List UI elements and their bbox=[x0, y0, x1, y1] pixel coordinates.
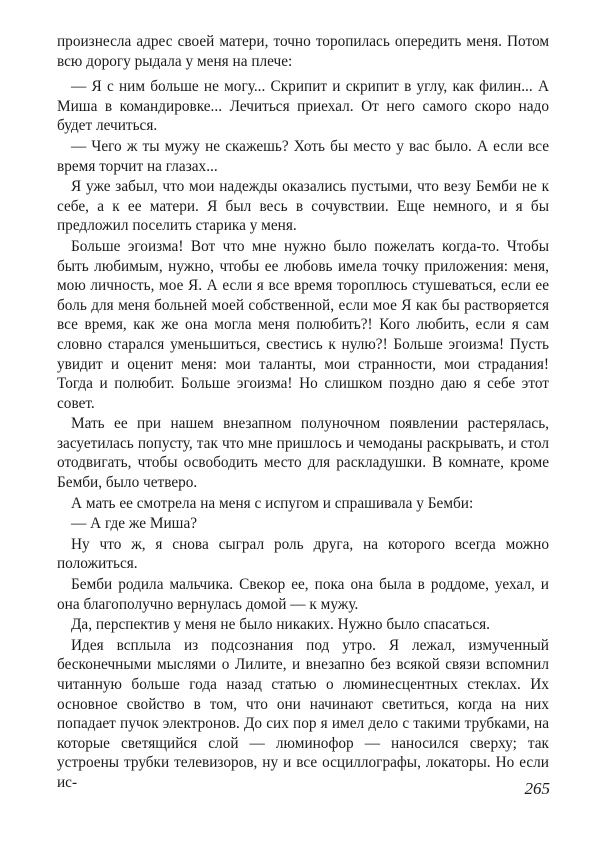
paragraph-7: А мать ее смотрела на меня с испугом и спрашивала у Бемби: bbox=[71, 494, 474, 512]
paragraph-12: Идея всплыла из подсознания под утро. Я лежал, измученный бесконечными мыслями о Лилите, и внезапно без всякой связи вспомнил читанную больше года назад статью о люминесцентных стеклах. Их основное свойство в том, что они начинают светиться, когда на них попадает пучок электронов. До сих пор я имел дело с такими трубками, на которые светящийся слой — люминофор — наносился сверху; так устроены трубки телевизоров, ну и все осциллографы, локаторы. Но если ис- bbox=[57, 636, 549, 791]
paragraph-11: Да, перспектив у меня не было никаких. Нужно было спасаться. bbox=[71, 616, 490, 634]
paragraph-5: Больше эгоизма! Вот что мне нужно было пожелать когда-то. Чтобы быть любимым, нужно, чтобы ее любовь имела точку приложения: меня, мою личность, мое Я. А если я все время тороплюсь стушеваться, если ее боль для меня больней моей собственной, если мое Я как бы растворяется все время, как же она могла меня полюбить?! Кого любить, если я сам словно старался уменьшиться, свестись к нулю?! Больше эгоизма! Пусть увидит и оценит меня: мои таланты, мои странности, мои страдания! Тогда и полюбит. Больше эгоизма! Но слишком поздно даю я себе этот совет. bbox=[57, 237, 549, 412]
paragraph-2: — Я с ним больше не могу... Скрипит и скрипит в углу, как филин... А Миша в командировке... Лечиться приехал. От него самого скоро надо будет лечиться. bbox=[57, 78, 549, 135]
paragraph-1: произнесла адрес своей матери, точно торопилась опередить меня. Потом всю дорогу рыдала у меня на плече: bbox=[57, 33, 549, 70]
paragraph-3: — Чего ж ты мужу не скажешь? Хоть бы место у вас было. А если все время торчит на глазах... bbox=[57, 137, 549, 175]
paragraph-9: Ну что ж, я снова сыграл роль друга, на которого всегда можно положиться. bbox=[57, 535, 549, 573]
page-number: 265 bbox=[524, 779, 550, 798]
paragraph-8: — А где же Миша? bbox=[71, 515, 198, 533]
paragraph-10: Бемби родила мальчика. Свекор ее, пока она была в роддоме, уехал, и она благополучно вернулась домой — к мужу. bbox=[57, 576, 549, 613]
paragraph-6: Мать ее при нашем внезапном полуночном появлении растерялась, засуетилась попусту, так что мне пришлось и чемоданы раскрывать, и стол отодвигать, чтобы освободить место для раскладушки. В комнате, кроме Бемби, было четверо. bbox=[57, 415, 549, 492]
paragraph-4: Я уже забыл, что мои надежды оказались пустыми, что везу Бемби не к себе, а к ее матери. Я был весь в сочувствии. Еще немного, и я бы предложил поселить старика у меня. bbox=[57, 178, 549, 235]
book-page-text bbox=[57, 32, 549, 794]
